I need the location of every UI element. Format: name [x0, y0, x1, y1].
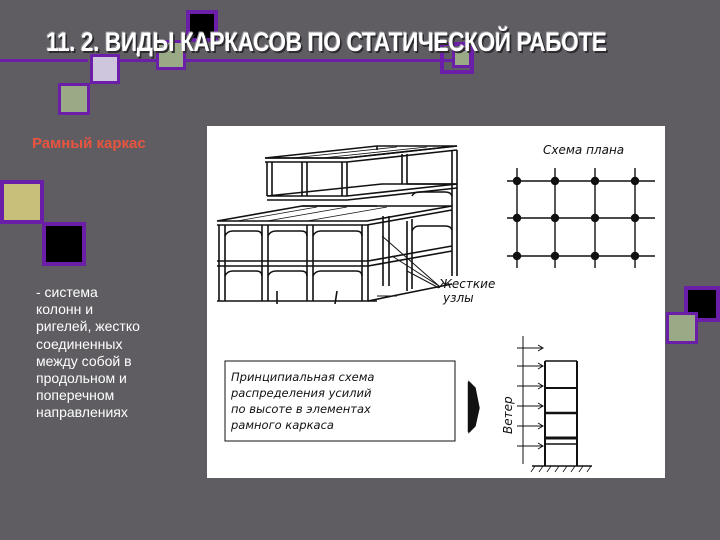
title-underline-left: [0, 59, 88, 62]
plan-grid: [507, 168, 655, 268]
roof-slab-lower: [217, 206, 452, 221]
joints-label-line2: узлы: [443, 291, 474, 305]
decor-square-black-left: [42, 222, 86, 266]
decor-square-sage-right: [666, 312, 698, 344]
caption-line-3: по высоте в элементах: [231, 402, 371, 416]
caption-line-2: распределения усилий: [231, 386, 372, 400]
joints-label-line1: Жесткие: [439, 277, 496, 291]
slide-subtitle: Рамный каркас: [32, 135, 146, 152]
decor-square-sage-left: [58, 83, 90, 115]
plan-label: Схема плана: [543, 143, 625, 157]
decor-square-khaki-left: [0, 180, 44, 224]
caption-line-4: рамного каркаса: [231, 418, 334, 432]
wind-label: Ветер: [501, 396, 515, 434]
slide-body-text: - система колонн и ригелей, жестко соединенных между собой в продольном и поперечном направлениях: [36, 284, 140, 421]
caption-line-1: Принципиальная схема: [231, 370, 375, 384]
slide-title: 11. 2. ВИДЫ КАРКАСОВ ПО СТАТИЧЕСКОЙ РАБОТЕ: [46, 27, 607, 57]
decor-square-lavender-top: [90, 54, 120, 84]
frame-structure-figure: [207, 126, 665, 478]
frame-diagram-svg: [207, 126, 665, 478]
